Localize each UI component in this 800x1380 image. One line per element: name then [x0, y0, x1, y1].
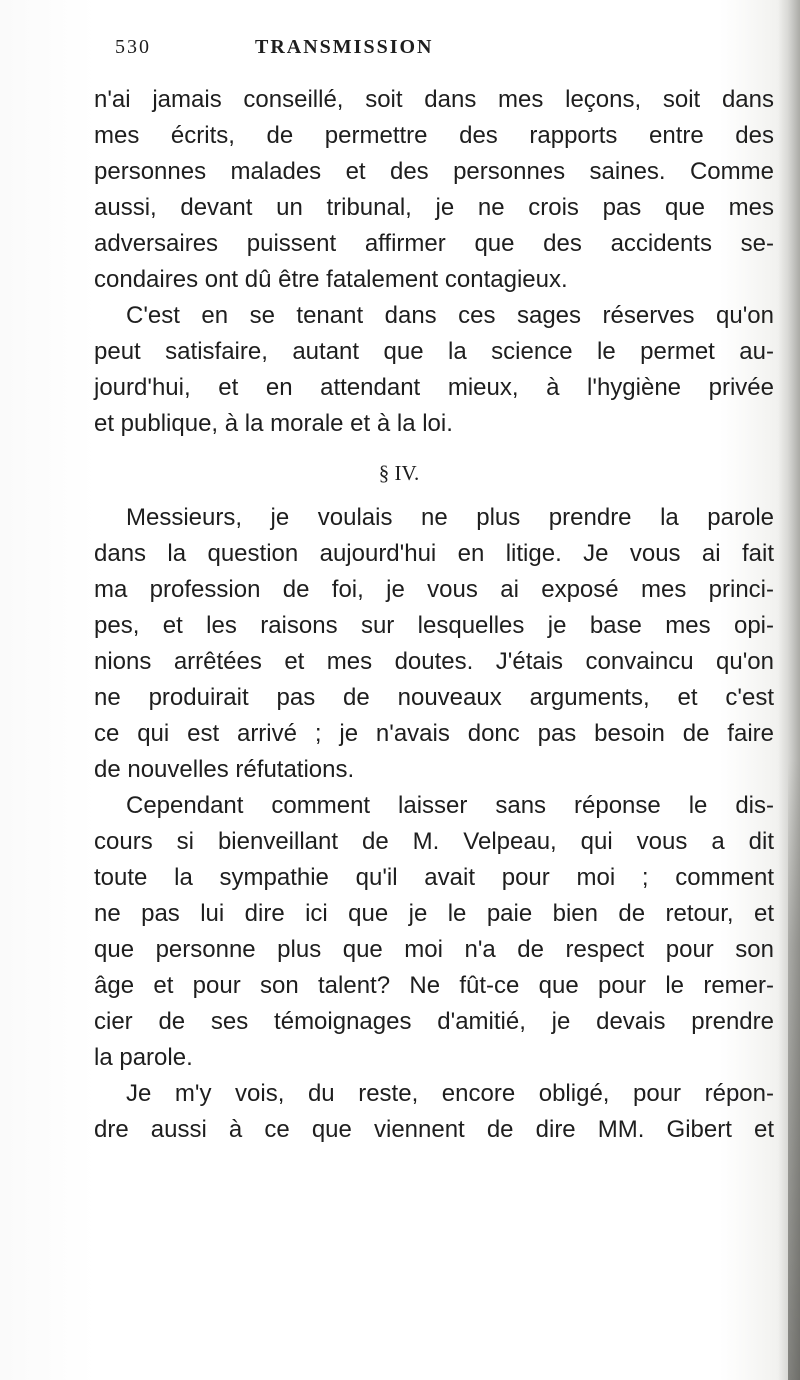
running-head: TRANSMISSION — [255, 36, 434, 58]
text-line: C'est en se tenant dans ces sages réserves qu'on — [126, 302, 774, 329]
section-heading: § IV. — [378, 461, 420, 485]
text-line: ne pas lui dire ici que je le paie bien de retour, et — [94, 900, 774, 927]
text-line: toute la sympathie qu'il avait pour moi ; comment — [94, 864, 774, 891]
text-line: adversaires puissent affirmer que des accidents se- — [94, 230, 774, 257]
text-line: dans la question aujourd'hui en litige. Je vous ai fait — [94, 540, 774, 567]
text-line: que personne plus que moi n'a de respect pour son — [94, 936, 774, 963]
text-line: la parole. — [94, 1044, 193, 1071]
text-line: dre aussi à ce que viennent de dire MM. Gibert et — [94, 1116, 774, 1143]
page-header — [115, 36, 715, 68]
text-line: condaires ont dû être fatalement contagieux. — [94, 266, 568, 293]
text-line: ce qui est arrivé ; je n'avais donc pas besoin de faire — [94, 720, 774, 747]
page-number: 530 — [115, 36, 151, 58]
text-line: mes écrits, de permettre des rapports entre des — [94, 122, 774, 149]
text-line: n'ai jamais conseillé, soit dans mes leçons, soit dans — [94, 86, 774, 113]
text-line: et publique, à la morale et à la loi. — [94, 410, 453, 437]
text-line: cours si bienveillant de M. Velpeau, qui vous a dit — [94, 828, 774, 855]
text-line: cier de ses témoignages d'amitié, je devais prendre — [94, 1008, 774, 1035]
text-line: ma profession de foi, je vous ai exposé mes princi- — [94, 576, 774, 603]
body-text — [94, 82, 774, 1148]
text-line: nions arrêtées et mes doutes. J'étais convaincu qu'on — [94, 648, 774, 675]
text-line: aussi, devant un tribunal, je ne crois pas que mes — [94, 194, 774, 221]
text-line: pes, et les raisons sur lesquelles je base mes opi- — [94, 612, 774, 639]
text-line: de nouvelles réfutations. — [94, 756, 355, 783]
page-edge-binding — [788, 760, 800, 1380]
text-line: jourd'hui, et en attendant mieux, à l'hygiène privée — [94, 374, 774, 401]
text-line: Cependant comment laisser sans réponse le dis- — [126, 792, 774, 819]
text-line: âge et pour son talent? Ne fût-ce que pour le remer- — [94, 972, 774, 999]
text-line: peut satisfaire, autant que la science le permet au- — [94, 338, 774, 365]
text-line: Je m'y vois, du reste, encore obligé, pour répon- — [126, 1080, 774, 1107]
text-line: personnes malades et des personnes saines. Comme — [94, 158, 774, 185]
text-line: Messieurs, je voulais ne plus prendre la parole — [126, 504, 774, 531]
text-line: ne produirait pas de nouveaux arguments, et c'est — [94, 684, 774, 711]
